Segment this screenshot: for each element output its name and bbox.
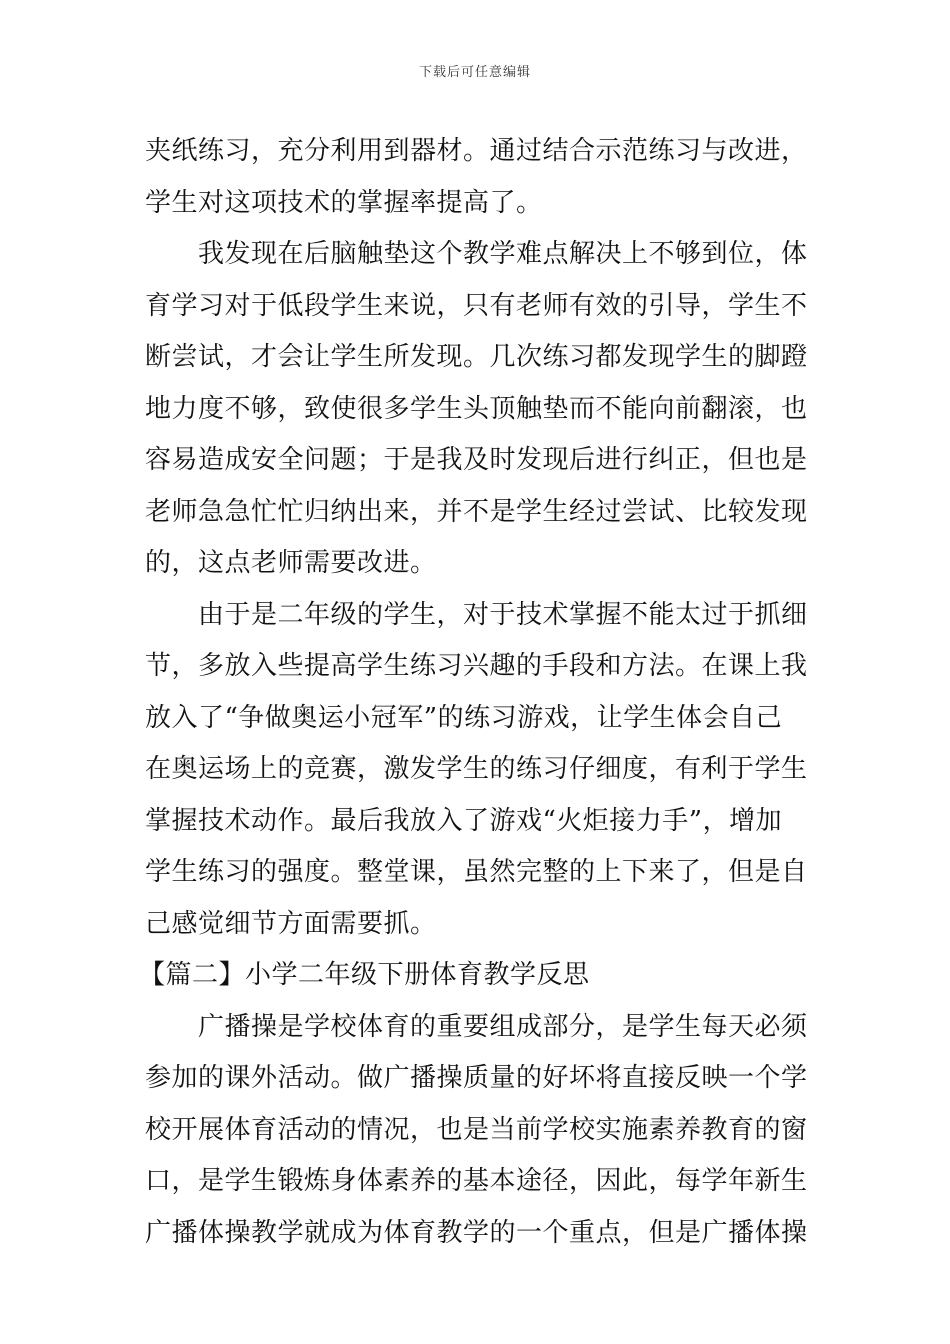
text-line: 掌握技术动作。最后我放入了游戏“火炬接力手”，增加 (145, 805, 783, 836)
text-line: 的，这点老师需要改进。 (145, 548, 437, 578)
text-line: 我发现在后脑触垫这个教学难点解决上不够到位，体 (198, 239, 808, 269)
text-line: 放入了“争做奥运小冠军”的练习游戏，让学生体会自己 (145, 702, 783, 733)
section-heading: 【篇二】小学二年级下册体育教学反思 (139, 960, 590, 990)
text-line: 由于是二年级的学生，对于技术掌握不能太过于抓细 (198, 599, 808, 630)
text-line: 断尝试，才会让学生所发现。几次练习都发现学生的脚蹬 (145, 342, 808, 372)
text-line: 己感觉细节方面需要抓。 (145, 908, 437, 939)
text-line: 育学习对于低段学生来说，只有老师有效的引导，学生不 (145, 290, 808, 321)
text-line: 参加的课外活动。做广播操质量的好坏将直接反映一个学 (145, 1063, 808, 1093)
text-line: 节，多放入些提高学生练习兴趣的手段和方法。在课上我 (145, 651, 808, 681)
text-line: 在奥运场上的竞赛，激发学生的练习仔细度，有利于学生 (145, 754, 808, 784)
page-header: 下载后可任意编辑 (418, 65, 531, 80)
text-line: 夹纸练习，充分利用到器材。通过结合示范练习与改进， (145, 136, 808, 166)
text-line: 广播体操教学就成为体育教学的一个重点，但是广播体操 (145, 1217, 808, 1248)
text-line: 学生对这项技术的掌握率提高了。 (145, 187, 543, 218)
text-line: 广播操是学校体育的重要组成部分，是学生每天必须 (198, 1011, 808, 1042)
text-line: 口，是学生锻炼身体素养的基本途径，因此，每学年新生 (145, 1166, 808, 1196)
text-line: 地力度不够，致使很多学生头顶触垫而不能向前翻滚，也 (145, 393, 808, 424)
document-body (139, 126, 810, 1259)
text-line: 老师急急忙忙归纳出来，并不是学生经过尝试、比较发现 (145, 496, 808, 527)
text-line: 校开展体育活动的情况，也是当前学校实施素养教育的窗 (145, 1114, 808, 1145)
text-line: 学生练习的强度。整堂课，虽然完整的上下来了，但是自 (145, 857, 808, 887)
text-line: 容易造成安全问题；于是我及时发现后进行纠正，但也是 (145, 445, 808, 475)
